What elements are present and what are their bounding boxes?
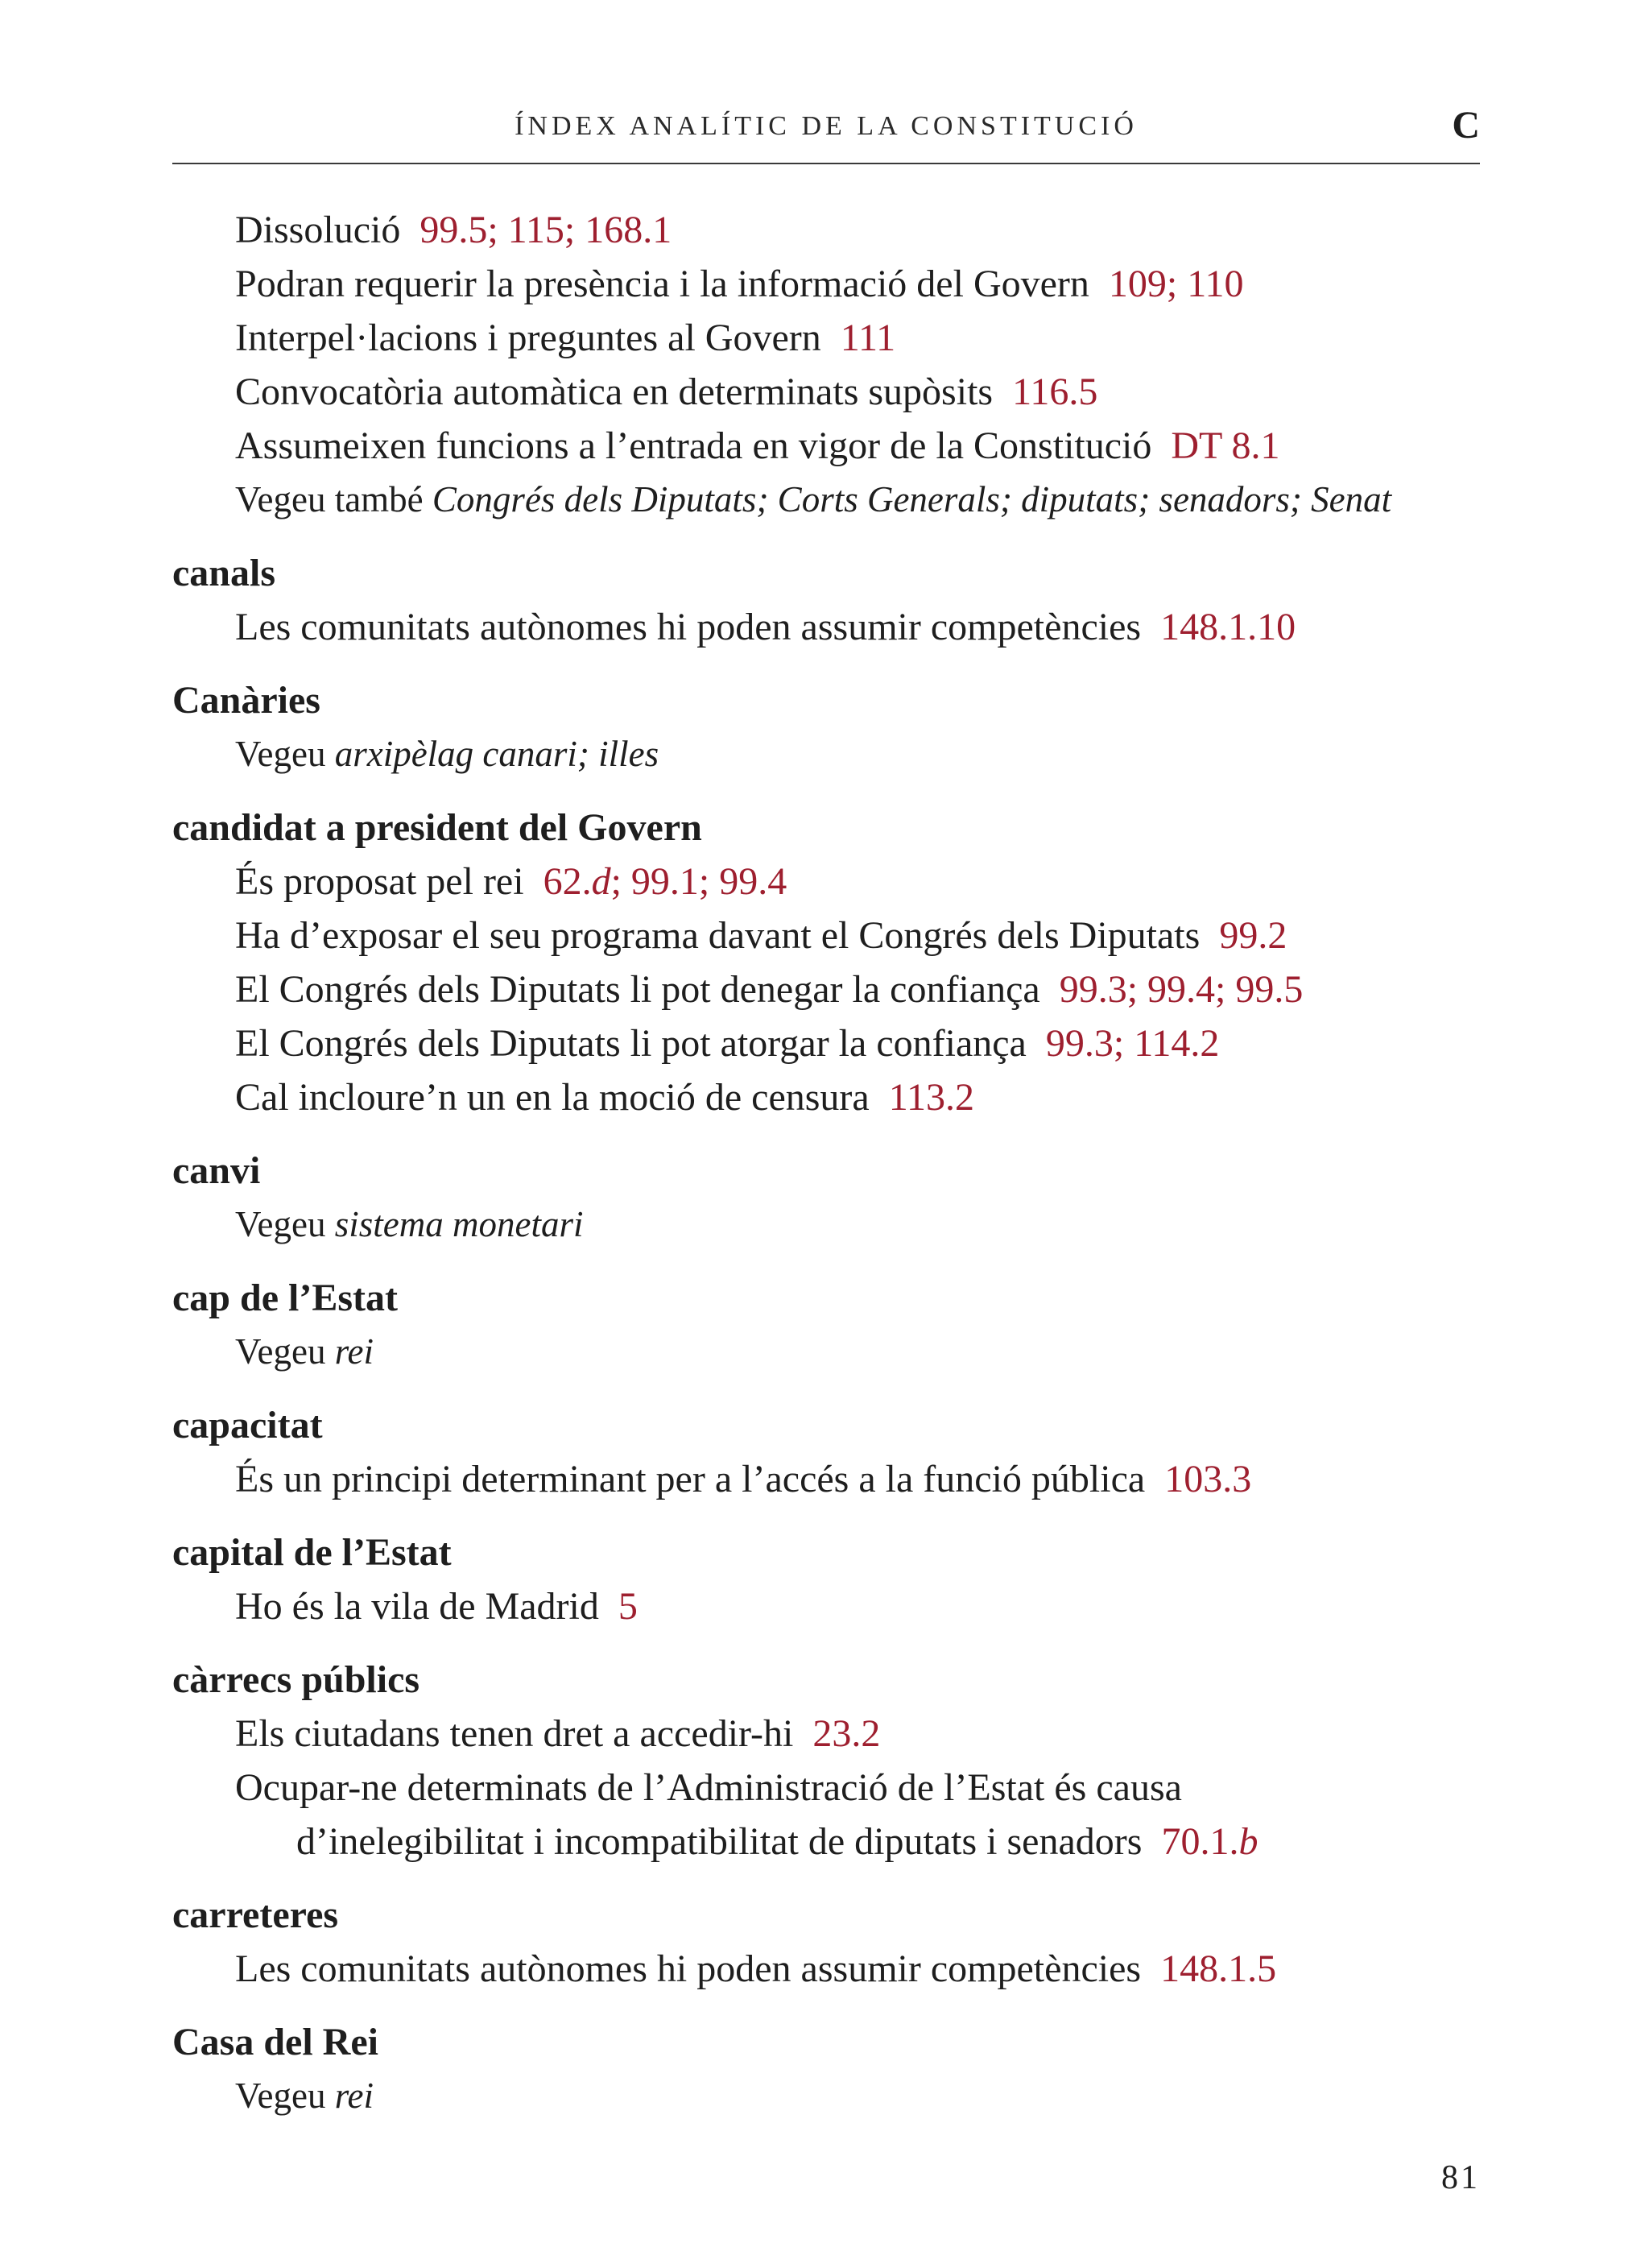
see-terms: arxipèlag canari; illes — [334, 734, 659, 774]
article-reference: 116.5 — [1012, 370, 1098, 413]
page-number: 81 — [1441, 2159, 1480, 2196]
article-reference: 111 — [840, 317, 896, 359]
see-line — [172, 2069, 1541, 2123]
subentry-text: d’inelegibilitat i incompatibilitat de diputats i senadors — [296, 1820, 1143, 1863]
article-reference: 99.3; 99.4; 99.5 — [1059, 968, 1304, 1011]
subentry-text: Ha d’exposar el seu programa davant el Congrés dels Diputats — [235, 914, 1201, 957]
article-reference: 113.2 — [888, 1076, 974, 1119]
see-prefix: Vegeu també — [235, 479, 424, 519]
subentry-text: Assumeixen funcions a l’entrada en vigor de la Constitució — [235, 424, 1152, 467]
see-prefix: Vegeu — [235, 2076, 326, 2116]
see-terms: Congrés dels Diputats; Corts Generals; diputats; senadors; Senat — [432, 479, 1392, 519]
index-subentry — [172, 855, 1541, 908]
subentry-text: Convocatòria automàtica en determinats supòsits — [235, 370, 994, 413]
article-reference: DT 8.1 — [1171, 424, 1280, 467]
subentry-text: Els ciutadans tenen dret a accedir-hi — [235, 1712, 794, 1755]
see-also-line — [172, 473, 1541, 527]
index-subentry — [172, 1070, 1541, 1124]
running-header — [172, 103, 1480, 164]
article-reference: 99.3; 114.2 — [1045, 1022, 1220, 1065]
subentry-text: Podran requerir la presència i la informació del Govern — [235, 263, 1089, 305]
index-term: capital de l’Estat — [172, 1531, 452, 1574]
article-reference: 5 — [618, 1585, 638, 1628]
index-subentry — [172, 1942, 1541, 1996]
index-term: capacitat — [172, 1404, 323, 1446]
index-term: cap de l’Estat — [172, 1277, 398, 1319]
index-subentry — [172, 1707, 1541, 1761]
index-subentry — [172, 365, 1541, 419]
see-terms: sistema monetari — [334, 1204, 584, 1244]
see-line — [172, 727, 1541, 781]
subentry-text: Interpel·lacions i preguntes al Govern — [235, 317, 821, 359]
index-term: canals — [172, 552, 276, 594]
index-subentry — [172, 311, 1541, 365]
index-subentry — [172, 419, 1541, 473]
subentry-text: El Congrés dels Diputats li pot denegar la confiança — [235, 968, 1040, 1011]
article-reference: 99.2 — [1219, 914, 1287, 957]
subentry-text: És un principi determinant per a l’accés a la funció pública — [235, 1458, 1146, 1500]
index-subentry — [172, 962, 1541, 1016]
subentry-text: És proposat pel rei — [235, 860, 524, 903]
subentry-text: Dissolució — [235, 209, 401, 251]
index-subentry — [172, 600, 1541, 654]
article-reference: 109; 110 — [1108, 263, 1244, 305]
see-prefix: Vegeu — [235, 1204, 326, 1244]
index-term: Canàries — [172, 679, 320, 722]
subentry-text: Ho és la vila de Madrid — [235, 1585, 599, 1628]
article-reference: 148.1.5 — [1160, 1947, 1277, 1990]
index-term: canvi — [172, 1149, 261, 1192]
subentry-text: Les comunitats autònomes hi poden assumir competències — [235, 606, 1142, 648]
article-reference: 70.1.b — [1161, 1820, 1258, 1863]
see-prefix: Vegeu — [235, 734, 326, 774]
index-term: carreteres — [172, 1893, 339, 1936]
see-terms: rei — [334, 1331, 374, 1372]
subentry-text: Les comunitats autònomes hi poden assumir competències — [235, 1947, 1142, 1990]
index-term: Casa del Rei — [172, 2021, 378, 2063]
subentry-text: El Congrés dels Diputats li pot atorgar la confiança — [235, 1022, 1027, 1065]
index-subentry-continuation — [172, 1815, 1541, 1869]
index-subentry — [172, 257, 1541, 311]
index-subentry — [172, 1579, 1541, 1633]
see-terms: rei — [334, 2076, 374, 2116]
index-subentry — [172, 1452, 1541, 1506]
article-reference: 103.3 — [1164, 1458, 1252, 1500]
index-subentry — [172, 203, 1541, 257]
index-body — [172, 203, 1541, 2123]
see-prefix: Vegeu — [235, 1331, 326, 1372]
index-subentry — [172, 1016, 1541, 1070]
index-term: candidat a president del Govern — [172, 806, 702, 849]
subentry-text: Cal incloure’n un en la moció de censura — [235, 1076, 870, 1119]
article-reference: 99.5; 115; 168.1 — [419, 209, 672, 251]
see-line — [172, 1325, 1541, 1379]
see-line — [172, 1198, 1541, 1252]
article-reference: 148.1.10 — [1160, 606, 1296, 648]
index-subentry — [172, 908, 1541, 962]
section-letter: C — [1452, 104, 1480, 147]
header-title: ÍNDEX ANALÍTIC DE LA CONSTITUCIÓ — [515, 111, 1138, 141]
index-subentry: Ocupar-ne determinats de l’Administració de l’Estat és causa — [235, 1766, 1182, 1809]
index-term: càrrecs públics — [172, 1658, 420, 1701]
article-reference: 62.d; 99.1; 99.4 — [543, 860, 787, 903]
article-reference: 23.2 — [812, 1712, 881, 1755]
